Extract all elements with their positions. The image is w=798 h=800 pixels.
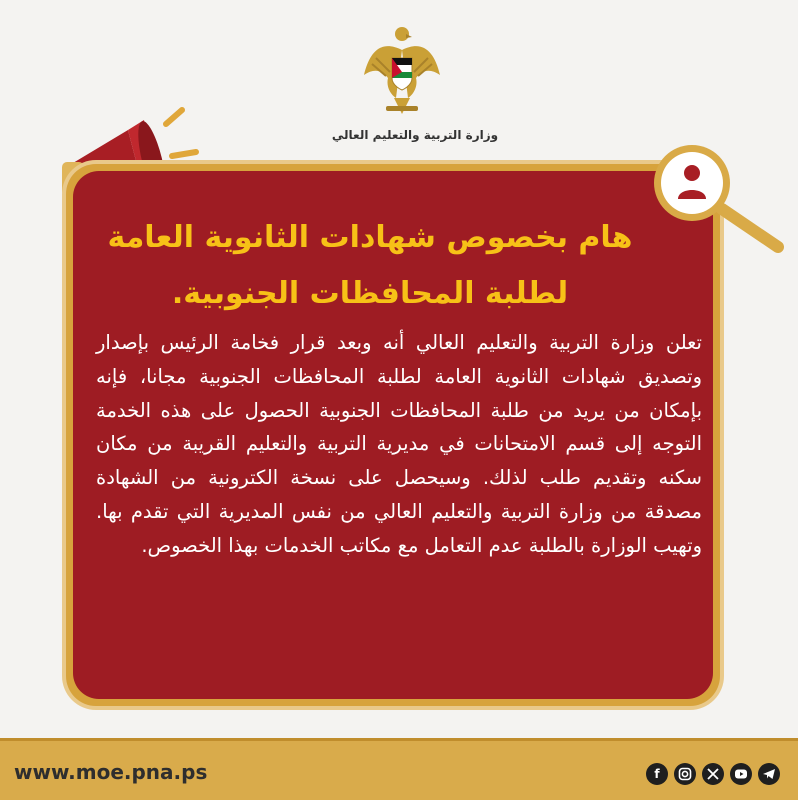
youtube-icon[interactable]	[730, 763, 752, 785]
social-icons	[646, 763, 780, 785]
x-icon[interactable]	[702, 763, 724, 785]
eagle-emblem-logo	[362, 20, 442, 120]
instagram-icon[interactable]	[674, 763, 696, 785]
telegram-icon[interactable]	[758, 763, 780, 785]
title-line-2: لطلبة المحافظات الجنوبية.	[171, 276, 569, 311]
ministry-name: وزارة التربية والتعليم العالي	[331, 128, 499, 142]
announcement-body: تعلن وزارة التربية والتعليم العالي أنه وبعد قرار فخامة الرئيس بإصدار وتصديق شهادات الثانوية العامة لطلبة المحافظات الجنوبية مجانا، فإنه بإمكان من يريد من طلبة المحافظات الجنوبية الحصول على هذه الخدمة التوجه إلى قسم الامتحانات في مديرية التربية والتعليم القريبة من مكان سكنه وتقديم طلب لذلك. وسيحصل على نسخة الكترونية من الشهادة مصدقة من وزارة التربية والتعليم العالي من نفس المديرية التي تقدم بها. وتهيب الوزارة بالطلبة عدم التعامل مع مكاتب الخدمات بهذا الخصوص.	[96, 331, 702, 557]
facebook-icon[interactable]: f	[646, 763, 668, 785]
magnifier-user-icon	[640, 135, 790, 265]
footer-divider	[0, 738, 798, 741]
announcement-title	[80, 210, 660, 322]
title-line-1: هام بخصوص شهادات الثانوية العامة	[107, 220, 633, 255]
website-url[interactable]: www.moe.pna.ps	[14, 760, 208, 784]
